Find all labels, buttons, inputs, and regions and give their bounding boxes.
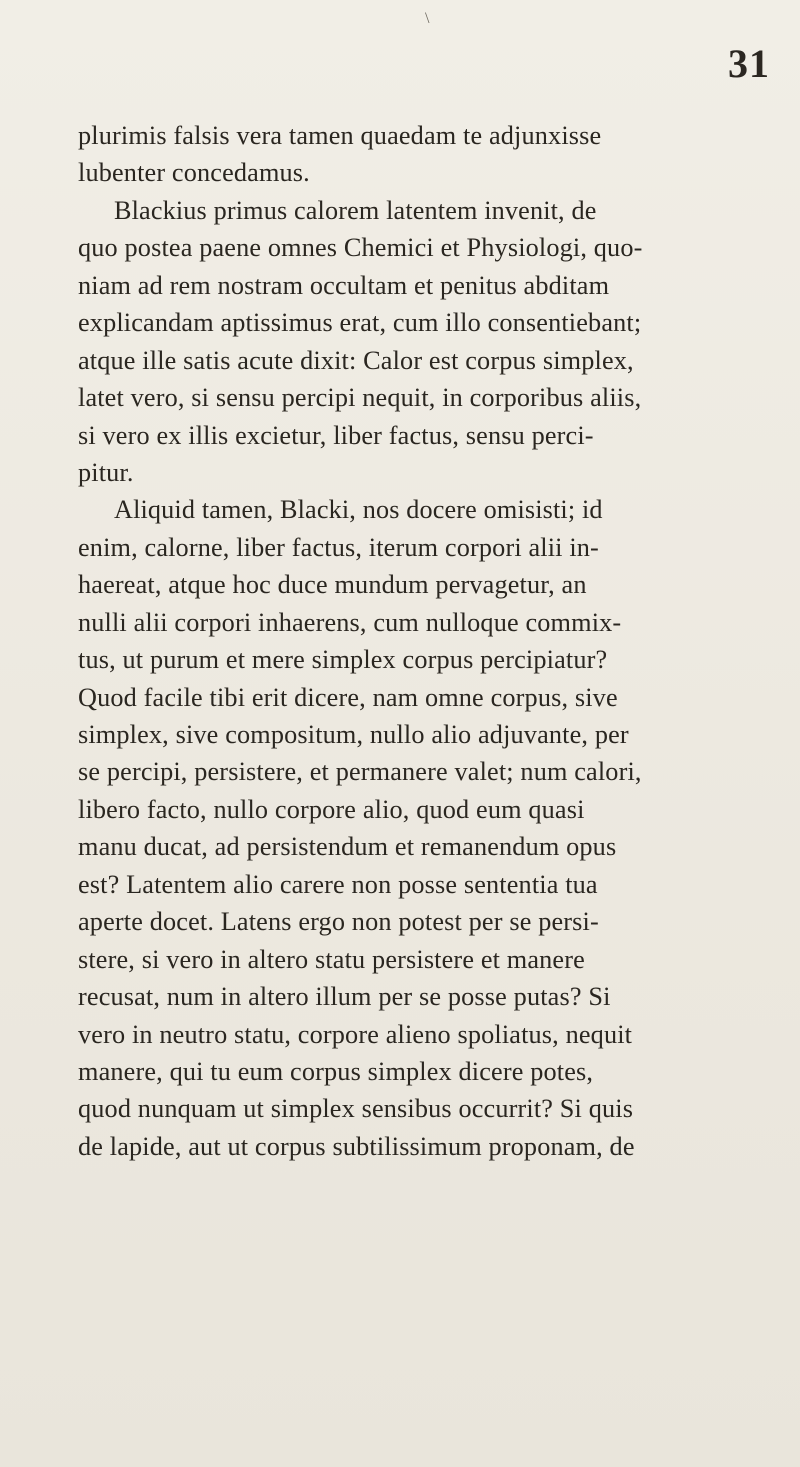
text-line: manu ducat, ad persistendum et remanendum opus	[78, 832, 617, 862]
text-line: lubenter concedamus.	[78, 158, 310, 188]
text-line: Quod facile tibi erit dicere, nam omne corpus, sive	[78, 682, 618, 712]
text-line: tus, ut purum et mere simplex corpus percipiatur?	[78, 645, 608, 675]
text-line: haereat, atque hoc duce mundum pervagetur, an	[78, 570, 587, 600]
text-line: atque ille satis acute dixit: Calor est corpus simplex,	[78, 345, 634, 375]
text-line: si vero ex illis excietur, liber factus, sensu perci-	[78, 420, 594, 450]
text-line: aperte docet. Latens ergo non potest per se persi-	[78, 907, 599, 937]
text-line: libero facto, nullo corpore alio, quod eum quasi	[78, 794, 585, 824]
text-line: manere, qui tu eum corpus simplex dicere potes,	[78, 1056, 594, 1086]
text-line: quo postea paene omnes Chemici et Physiologi, quo-	[78, 233, 643, 263]
text-line: de lapide, aut ut corpus subtilissimum proponam, de	[78, 1131, 635, 1161]
text-line: quod nunquam ut simplex sensibus occurrit? Si quis	[78, 1094, 634, 1124]
text-line: Aliquid tamen, Blacki, nos docere omisisti; id	[114, 495, 603, 525]
tick-mark: \	[425, 10, 430, 27]
text-line: plurimis falsis vera tamen quaedam te adjunxisse	[78, 121, 602, 150]
page-number: 31	[728, 41, 770, 86]
text-line: est? Latentem alio carere non posse sententia tua	[78, 869, 598, 899]
text-line: niam ad rem nostram occultam et penitus abditam	[78, 270, 610, 300]
text-line: Blackius primus calorem latentem invenit, de	[114, 195, 597, 225]
body-text	[78, 117, 800, 1165]
text-line: vero in neutro statu, corpore alieno spoliatus, nequit	[78, 1019, 633, 1049]
text-line: pitur.	[78, 457, 134, 487]
text-line: explicandam aptissimus erat, cum illo consentiebant;	[78, 308, 642, 338]
text-line: se percipi, persistere, et permanere valet; num calori,	[78, 757, 642, 787]
text-line: simplex, sive compositum, nullo alio adjuvante, per	[78, 720, 629, 749]
text-line: recusat, num in altero illum per se posse putas? Si	[78, 982, 611, 1012]
text-line: enim, calorne, liber factus, iterum corpori alii in-	[78, 532, 599, 562]
text-line: latet vero, si sensu percipi nequit, in corporibus aliis,	[78, 383, 642, 413]
text-line: stere, si vero in altero statu persistere et manere	[78, 944, 585, 974]
text-line: nulli alii corpori inhaerens, cum nulloque commix-	[78, 607, 622, 637]
